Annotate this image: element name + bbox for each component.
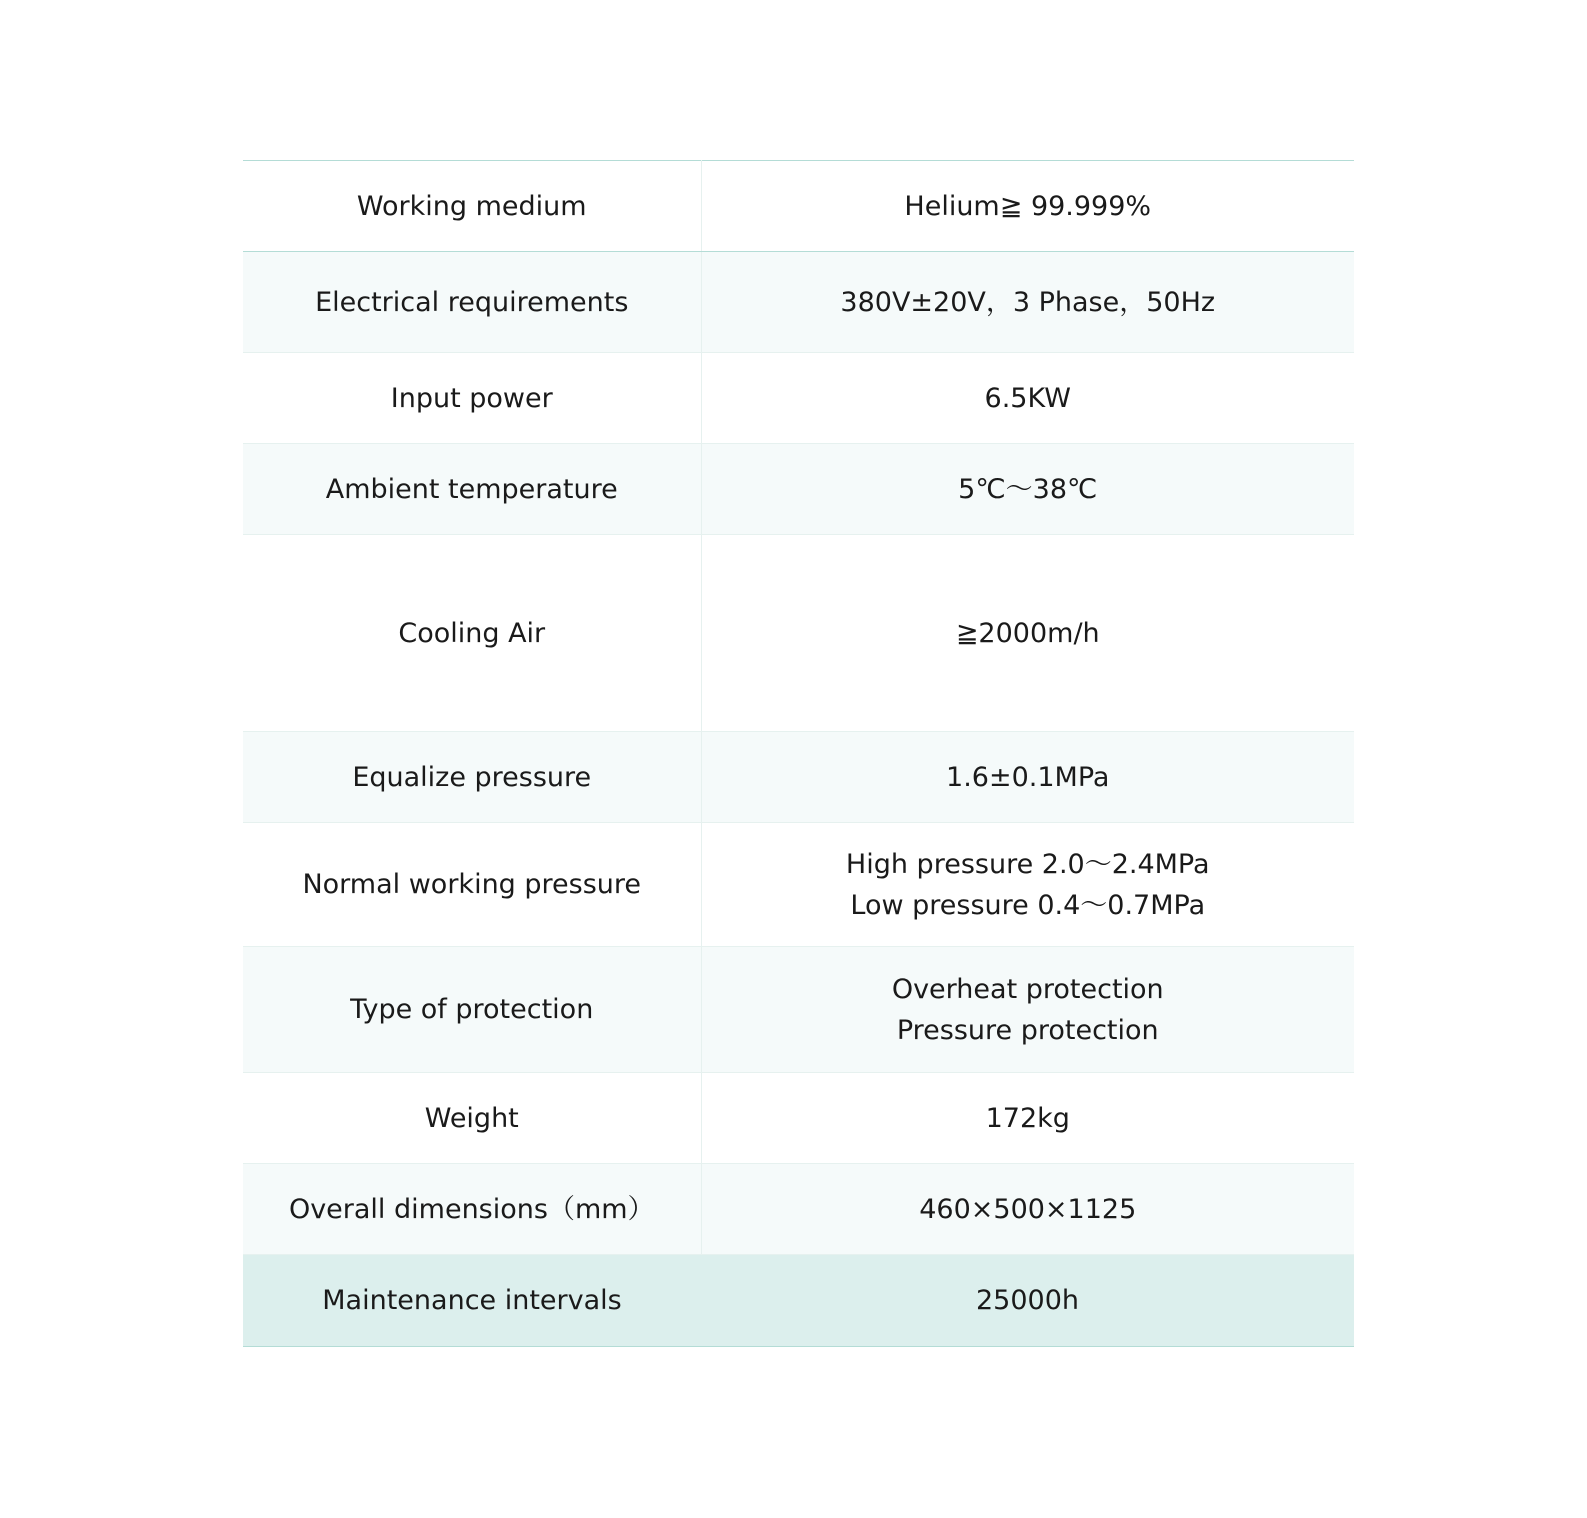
spec-value: Helium≧ 99.999% — [701, 161, 1354, 252]
table-row — [243, 444, 1354, 535]
spec-value: 460×500×1125 — [701, 1164, 1354, 1255]
spec-label: Maintenance intervals — [243, 1255, 701, 1347]
table-row — [243, 161, 1354, 252]
spec-label: Input power — [243, 353, 701, 444]
spec-value: 1.6±0.1MPa — [701, 732, 1354, 823]
spec-label: Cooling Air — [243, 535, 701, 732]
spec-label: Type of protection — [243, 947, 701, 1073]
table-row — [243, 732, 1354, 823]
spec-value: 25000h — [701, 1255, 1354, 1347]
spec-value: High pressure 2.0～2.4MPa Low pressure 0.4～0.7MPa — [701, 823, 1354, 947]
spec-value: ≧2000m/h — [701, 535, 1354, 732]
spec-label: Working medium — [243, 161, 701, 252]
spec-value: 6.5KW — [701, 353, 1354, 444]
spec-value: Overheat protection Pressure protection — [701, 947, 1354, 1073]
table-row — [243, 823, 1354, 947]
spec-label: Electrical requirements — [243, 252, 701, 353]
spec-table — [243, 160, 1354, 1347]
table-row — [243, 947, 1354, 1073]
spec-label: Weight — [243, 1073, 701, 1164]
table-row — [243, 535, 1354, 732]
spec-value: 5℃～38℃ — [701, 444, 1354, 535]
table-row — [243, 1073, 1354, 1164]
spec-value: 380V±20V，3 Phase，50Hz — [701, 252, 1354, 353]
spec-label: Equalize pressure — [243, 732, 701, 823]
table-row — [243, 252, 1354, 353]
spec-label: Normal working pressure — [243, 823, 701, 947]
table-row — [243, 353, 1354, 444]
spec-value: 172kg — [701, 1073, 1354, 1164]
spec-label: Overall dimensions（mm） — [243, 1164, 701, 1255]
table-row — [243, 1255, 1354, 1347]
table-row — [243, 1164, 1354, 1255]
spec-label: Ambient temperature — [243, 444, 701, 535]
